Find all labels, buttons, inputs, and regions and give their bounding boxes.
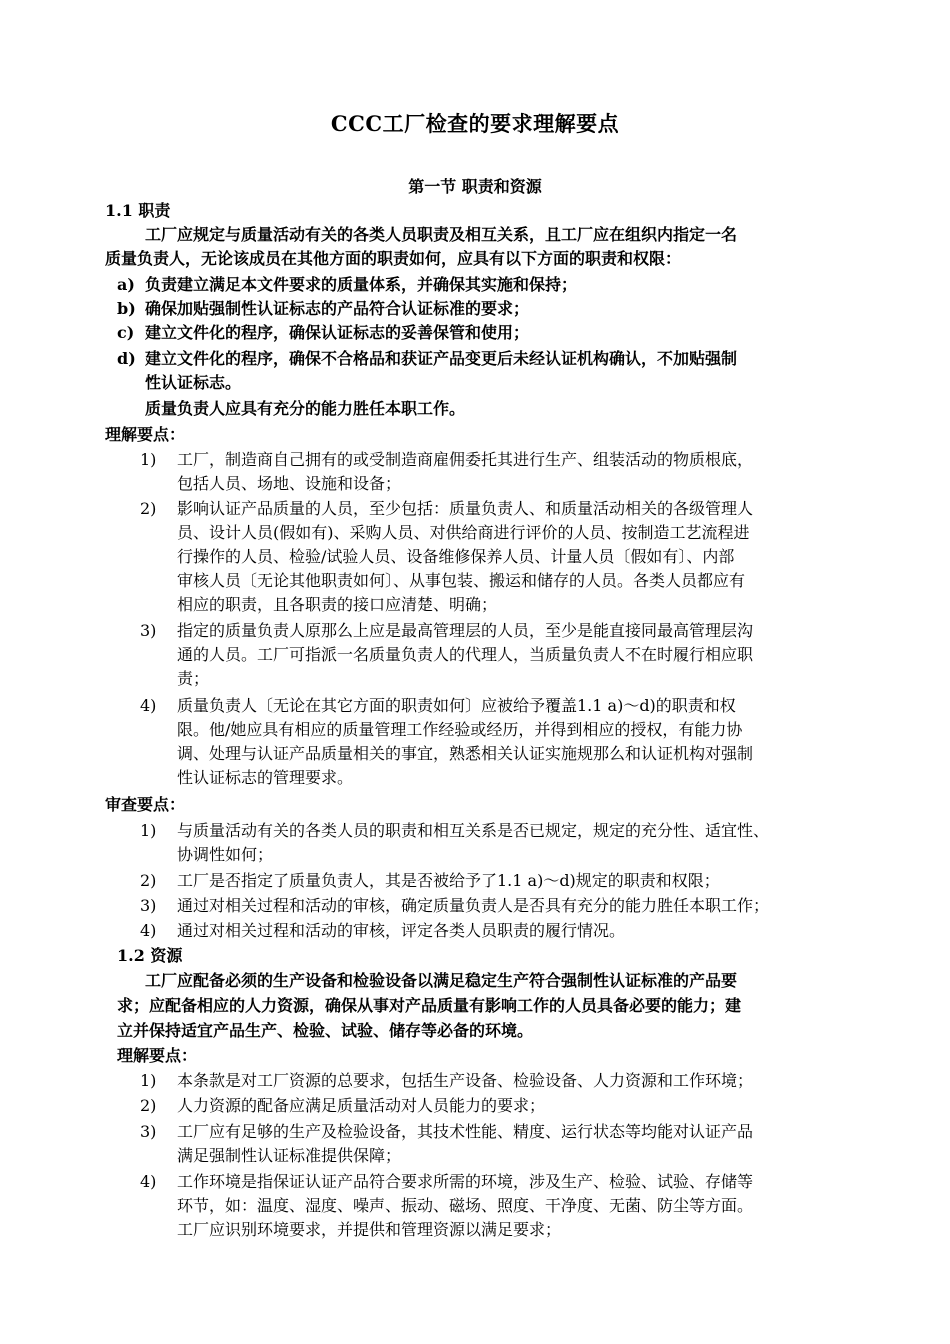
item-label: a) [117,275,135,294]
point-text: 质量负责人〔无论在其它方面的职责如何〕应被给予覆盖1.1 a)～d)的职责和权 [177,696,736,715]
point-label: 3) [140,1122,157,1141]
point-text: 调、处理与认证产品质量相关的事宜，熟悉相关认证实施规那么和认证机构对强制 [177,744,754,763]
point-text: 工作环境是指保证认证产品符合要求所需的环境，涉及生产、检验、试验、存储等 [177,1172,754,1191]
review-text: 协调性如何； [177,845,274,864]
point-text: 工厂应有足够的生产及检验设备，其技术性能、精度、运行状态等均能对认证产品 [177,1122,754,1141]
review-label: 1) [140,821,157,840]
point-label: 1) [140,1071,157,1090]
review-text: 通过对相关过程和活动的审核，确定质量负责人是否具有充分的能力胜任本职工作； [177,896,770,915]
point-text: 人力资源的配备应满足质量活动对人员能力的要求； [177,1096,546,1115]
understand-heading: 理解要点： [105,425,186,444]
review-text: 通过对相关过程和活动的审核，评定各类人员职责的履行情况。 [177,921,626,940]
review-label: 2) [140,871,157,890]
point-label: 4) [140,1172,157,1191]
document-title: CCC工厂检查的要求理解要点 [330,111,620,136]
point-label: 2) [140,1096,157,1115]
review-label: 4) [140,921,157,940]
point-text: 满足强制性认证标准提供保障； [177,1146,402,1165]
intro-1-1-line2: 质量负责人，无论该成员在其他方面的职责如何，应具有以下方面的职责和权限： [105,249,682,268]
point-text: 环节，如：温度、湿度、噪声、振动、磁场、照度、干净度、无菌、防尘等方面。 [177,1196,754,1215]
point-text: 影响认证产品质量的人员，至少包括：质量负责人、和质量活动相关的各级管理人 [177,499,754,518]
intro-1-2-line2: 求；应配备相应的人力资源，确保从事对产品质量有影响工作的人员具备必要的能力；建 [117,996,742,1015]
point-text: 审核人员〔无论其他职责如何〕、从事包装、搬运和储存的人员。各类人员都应有 [177,571,746,590]
point-text: 相应的职责，且各职责的接口应清楚、明确； [177,595,498,614]
point-text: 行操作的人员、检验/试验人员、设备维修保养人员、计量人员〔假如有〕、内部 [177,547,735,566]
point-text: 责； [177,669,210,688]
understand-heading-1-2: 理解要点： [117,1046,198,1065]
point-text: 工厂，制造商自己拥有的或受制造商雇佣委托其进行生产、组装活动的物质根底， [177,450,754,469]
item-label: c) [117,323,135,342]
item-label: d) [117,349,136,368]
item-text: 建立文件化的程序，确保认证标志的妥善保管和使用； [145,323,530,342]
point-text: 员、设计人员(假如有)、采购人员、对供给商进行评价的人员、按制造工艺流程进 [177,523,750,542]
review-text: 与质量活动有关的各类人员的职责和相互关系是否已规定，规定的充分性、适宜性、 [177,821,770,840]
review-text: 工厂是否指定了质量负责人，其是否被给予了1.1 a)～d)规定的职责和权限； [177,871,720,890]
review-label: 3) [140,896,157,915]
heading-1-2: 1.2 资源 [117,946,183,965]
heading-1-1: 1.1 职责 [105,201,171,220]
item-text: 确保加贴强制性认证标志的产品符合认证标准的要求； [145,299,530,318]
item-text: 建立文件化的程序，确保不合格品和获证产品变更后未经认证机构确认，不加贴强制 [145,349,738,368]
point-text: 指定的质量负责人原那么上应是最高管理层的人员，至少是能直接同最高管理层沟 [177,621,754,640]
point-text: 限。他/她应具有相应的质量管理工作经验或经历，并得到相应的授权，有能力协 [177,720,743,739]
item-text: 负责建立满足本文件要求的质量体系，并确保其实施和保持； [145,275,578,294]
point-text: 本条款是对工厂资源的总要求，包括生产设备、检验设备、人力资源和工作环境； [177,1071,754,1090]
point-text: 通的人员。工厂可指派一名质量负责人的代理人，当质量负责人不在时履行相应职 [177,645,754,664]
section-title: 第一节 职责和资源 [408,177,542,196]
point-label: 1) [140,450,157,469]
intro-1-2-line1: 工厂应配备必须的生产设备和检验设备以满足稳定生产符合强制性认证标准的产品要 [145,971,738,990]
point-text: 性认证标志的管理要求。 [177,768,354,787]
review-heading: 审查要点： [105,795,186,814]
point-text: 工厂应识别环境要求，并提供和管理资源以满足要求； [177,1220,562,1239]
point-label: 2) [140,499,157,518]
item-text: 性认证标志。 [145,373,242,392]
point-text: 包括人员、场地、设施和设备； [177,474,402,493]
item-label: b) [117,299,136,318]
intro-1-2-line3: 立并保持适宜产品生产、检验、试验、储存等必备的环境。 [117,1021,534,1040]
point-label: 4) [140,696,157,715]
intro-1-1-line1: 工厂应规定与质量活动有关的各类人员职责及相互关系，且工厂应在组织内指定一名 [145,225,738,244]
closing-text: 质量负责人应具有充分的能力胜任本职工作。 [145,399,466,418]
point-label: 3) [140,621,157,640]
